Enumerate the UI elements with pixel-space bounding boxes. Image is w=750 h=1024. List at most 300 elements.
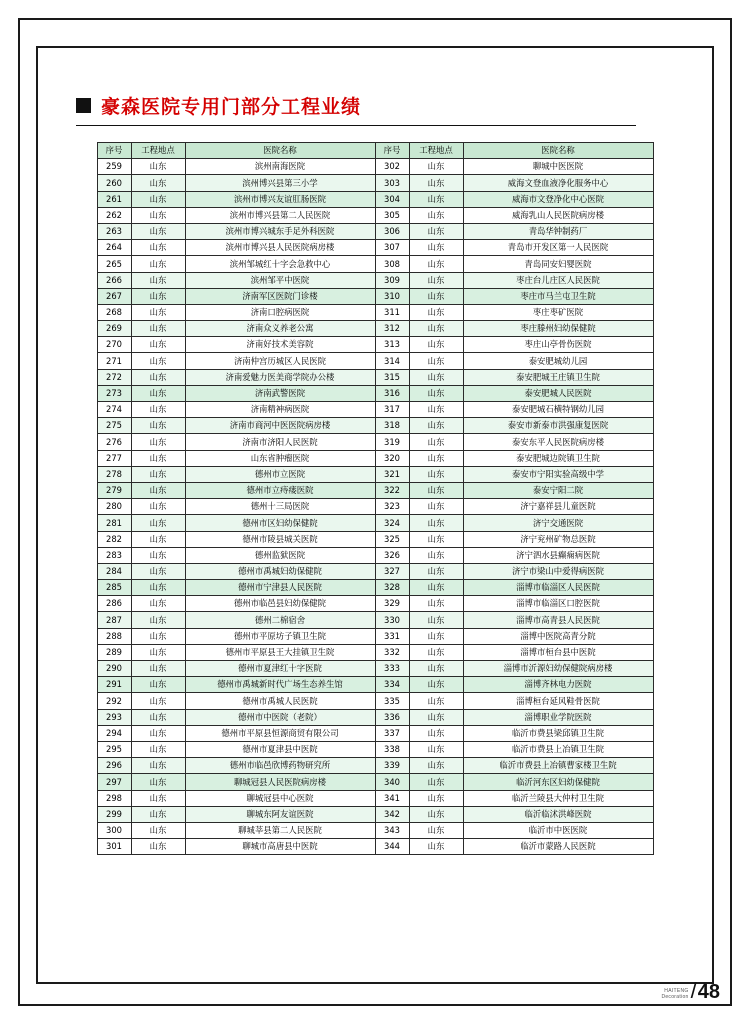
- cell-name-left: 山东省肿瘤医院: [185, 450, 375, 466]
- cell-name-right: 泰安肥城人民医院: [463, 385, 653, 401]
- cell-name-right: 泰安市宁阳实验高级中学: [463, 466, 653, 482]
- cell-no-left: 288: [97, 628, 131, 644]
- cell-no-right: 334: [375, 677, 409, 693]
- cell-location-right: 山东: [409, 839, 463, 855]
- cell-name-right: 青岛华钟制药厂: [463, 223, 653, 239]
- cell-no-left: 267: [97, 288, 131, 304]
- cell-name-left: 滨州邹平中医院: [185, 272, 375, 288]
- cell-no-left: 271: [97, 353, 131, 369]
- cell-location-right: 山东: [409, 240, 463, 256]
- cell-location-left: 山东: [131, 418, 185, 434]
- cell-no-right: 343: [375, 822, 409, 838]
- cell-no-right: 316: [375, 385, 409, 401]
- cell-name-left: 德州市临邑欣博药物研究所: [185, 758, 375, 774]
- cell-name-right: 淄博职业学院医院: [463, 709, 653, 725]
- cell-location-right: 山东: [409, 644, 463, 660]
- cell-name-left: 滨州市博兴友谊肛肠医院: [185, 191, 375, 207]
- cell-no-left: 300: [97, 822, 131, 838]
- cell-name-left: 滨州南海医院: [185, 159, 375, 175]
- cell-no-left: 285: [97, 580, 131, 596]
- cell-name-right: 淄博市桓台县中医院: [463, 644, 653, 660]
- brand-line-1: HAITENG: [664, 988, 689, 994]
- cell-name-left: 德州十三局医院: [185, 499, 375, 515]
- page-number-slash: /: [690, 978, 697, 1003]
- cell-no-left: 276: [97, 434, 131, 450]
- cell-no-left: 275: [97, 418, 131, 434]
- table-row: [97, 806, 653, 822]
- cell-no-right: 320: [375, 450, 409, 466]
- cell-no-left: 284: [97, 563, 131, 579]
- cell-no-left: 283: [97, 547, 131, 563]
- cell-no-left: 279: [97, 482, 131, 498]
- cell-location-right: 山东: [409, 434, 463, 450]
- cell-location-right: 山东: [409, 385, 463, 401]
- cell-no-right: 344: [375, 839, 409, 855]
- cell-no-right: 314: [375, 353, 409, 369]
- cell-name-left: 德州市禹城妇幼保健院: [185, 563, 375, 579]
- cell-name-left: 滨州博兴县第三小学: [185, 175, 375, 191]
- cell-no-right: 304: [375, 191, 409, 207]
- cell-location-right: 山东: [409, 790, 463, 806]
- cell-name-left: 济南仲宫历城区人民医院: [185, 353, 375, 369]
- table-row: [97, 612, 653, 628]
- cell-location-right: 山东: [409, 563, 463, 579]
- cell-name-left: 聊城冠县人民医院病房楼: [185, 774, 375, 790]
- cell-no-left: 273: [97, 385, 131, 401]
- cell-location-left: 山东: [131, 661, 185, 677]
- cell-no-right: 335: [375, 693, 409, 709]
- cell-location-right: 山东: [409, 207, 463, 223]
- cell-name-right: 淄博齐林电力医院: [463, 677, 653, 693]
- cell-location-left: 山东: [131, 369, 185, 385]
- table-row: [97, 580, 653, 596]
- cell-name-left: 聊城冠县中心医院: [185, 790, 375, 806]
- cell-name-left: 德州市宁津县人民医院: [185, 580, 375, 596]
- cell-location-right: 山东: [409, 402, 463, 418]
- cell-no-left: 291: [97, 677, 131, 693]
- cell-no-left: 270: [97, 337, 131, 353]
- cell-name-left: 德州市立痔瘘医院: [185, 482, 375, 498]
- cell-no-left: 301: [97, 839, 131, 855]
- table-row: [97, 596, 653, 612]
- cell-location-left: 山东: [131, 839, 185, 855]
- cell-no-right: 317: [375, 402, 409, 418]
- cell-location-right: 山东: [409, 369, 463, 385]
- cell-location-right: 山东: [409, 466, 463, 482]
- cell-location-right: 山东: [409, 725, 463, 741]
- cell-name-left: 德州市平原县王大挂镇卫生院: [185, 644, 375, 660]
- cell-no-left: 280: [97, 499, 131, 515]
- cell-location-right: 山东: [409, 499, 463, 515]
- cell-no-right: 303: [375, 175, 409, 191]
- cell-no-right: 331: [375, 628, 409, 644]
- brand-line-2: Decoration: [661, 994, 689, 1000]
- cell-location-right: 山东: [409, 693, 463, 709]
- table-row: [97, 822, 653, 838]
- cell-no-right: 322: [375, 482, 409, 498]
- cell-name-right: 淄博市临淄区口腔医院: [463, 596, 653, 612]
- cell-name-right: 临沂兰陵县大仲村卫生院: [463, 790, 653, 806]
- cell-location-left: 山东: [131, 612, 185, 628]
- cell-no-right: 318: [375, 418, 409, 434]
- cell-name-left: 德州市夏津县中医院: [185, 741, 375, 757]
- cell-location-right: 山东: [409, 661, 463, 677]
- cell-no-left: 281: [97, 515, 131, 531]
- table-row: [97, 385, 653, 401]
- cell-location-left: 山东: [131, 223, 185, 239]
- table-body: [97, 159, 653, 855]
- cell-name-left: 德州市禹城新时代广场生态养生馆: [185, 677, 375, 693]
- cell-no-right: 329: [375, 596, 409, 612]
- cell-location-right: 山东: [409, 159, 463, 175]
- cell-name-right: 枣庄市马兰屯卫生院: [463, 288, 653, 304]
- table-row: [97, 563, 653, 579]
- brand-mark: [661, 988, 688, 1000]
- cell-no-left: 292: [97, 693, 131, 709]
- table-row: [97, 175, 653, 191]
- cell-no-right: 342: [375, 806, 409, 822]
- cell-location-left: 山东: [131, 822, 185, 838]
- page-title: [76, 92, 702, 119]
- cell-location-left: 山东: [131, 531, 185, 547]
- cell-location-right: 山东: [409, 822, 463, 838]
- cell-name-right: 济宁嘉祥县儿童医院: [463, 499, 653, 515]
- cell-no-right: 302: [375, 159, 409, 175]
- table-row: [97, 547, 653, 563]
- cell-no-right: 339: [375, 758, 409, 774]
- cell-name-left: 聊城莘县第二人民医院: [185, 822, 375, 838]
- cell-location-left: 山东: [131, 434, 185, 450]
- cell-name-right: 淄博市沂源妇幼保健院病房楼: [463, 661, 653, 677]
- table-row: [97, 450, 653, 466]
- cell-name-left: 德州监狱医院: [185, 547, 375, 563]
- cell-location-left: 山东: [131, 402, 185, 418]
- cell-name-right: 威海市文登净化中心医院: [463, 191, 653, 207]
- cell-location-left: 山东: [131, 563, 185, 579]
- cell-location-right: 山东: [409, 596, 463, 612]
- cell-location-right: 山东: [409, 175, 463, 191]
- cell-name-right: 泰安肥城石横特钢幼儿园: [463, 402, 653, 418]
- cell-no-right: 338: [375, 741, 409, 757]
- cell-location-left: 山东: [131, 191, 185, 207]
- cell-name-right: 威海文登血液净化服务中心: [463, 175, 653, 191]
- cell-location-right: 山东: [409, 774, 463, 790]
- cell-no-right: 306: [375, 223, 409, 239]
- cell-no-right: 321: [375, 466, 409, 482]
- cell-no-left: 261: [97, 191, 131, 207]
- cell-location-left: 山东: [131, 677, 185, 693]
- cell-no-right: 328: [375, 580, 409, 596]
- table-row: [97, 677, 653, 693]
- cell-no-left: 274: [97, 402, 131, 418]
- cell-name-right: 聊城中医医院: [463, 159, 653, 175]
- cell-location-left: 山东: [131, 774, 185, 790]
- cell-location-right: 山东: [409, 628, 463, 644]
- cell-name-right: 淄博市临淄区人民医院: [463, 580, 653, 596]
- cell-name-right: 青岛市开发区第一人民医院: [463, 240, 653, 256]
- cell-location-left: 山东: [131, 256, 185, 272]
- cell-name-right: 济宁市梁山中爱得病医院: [463, 563, 653, 579]
- cell-no-right: 312: [375, 321, 409, 337]
- cell-no-right: 307: [375, 240, 409, 256]
- cell-location-left: 山东: [131, 337, 185, 353]
- cell-location-right: 山东: [409, 806, 463, 822]
- cell-location-right: 山东: [409, 515, 463, 531]
- cell-location-right: 山东: [409, 288, 463, 304]
- table-row: [97, 288, 653, 304]
- cell-no-left: 295: [97, 741, 131, 757]
- table-row: [97, 515, 653, 531]
- table-row: [97, 223, 653, 239]
- cell-name-left: 德州市立医院: [185, 466, 375, 482]
- cell-location-left: 山东: [131, 272, 185, 288]
- cell-name-left: 德州市禹城人民医院: [185, 693, 375, 709]
- cell-name-left: 德州市夏津红十字医院: [185, 661, 375, 677]
- table-row: [97, 321, 653, 337]
- cell-name-left: 滨州邹城红十字会急救中心: [185, 256, 375, 272]
- cell-name-right: 泰安宁阳二院: [463, 482, 653, 498]
- table-row: [97, 240, 653, 256]
- cell-no-left: 263: [97, 223, 131, 239]
- cell-no-left: 297: [97, 774, 131, 790]
- cell-name-left: 滨州市博兴县人民医院病房楼: [185, 240, 375, 256]
- cell-name-right: 枣庄滕州妇幼保健院: [463, 321, 653, 337]
- cell-location-right: 山东: [409, 272, 463, 288]
- table-row: [97, 628, 653, 644]
- cell-location-left: 山东: [131, 741, 185, 757]
- cell-location-right: 山东: [409, 191, 463, 207]
- cell-no-right: 323: [375, 499, 409, 515]
- cell-location-left: 山东: [131, 304, 185, 320]
- page-number-value: 48: [697, 981, 720, 1003]
- cell-name-left: 济南好技术美容院: [185, 337, 375, 353]
- cell-name-left: 济南军区医院门诊楼: [185, 288, 375, 304]
- table-row: [97, 353, 653, 369]
- table-row: [97, 693, 653, 709]
- cell-name-left: 济南精神病医院: [185, 402, 375, 418]
- cell-no-left: 293: [97, 709, 131, 725]
- table-row: [97, 839, 653, 855]
- cell-name-left: 德州市临邑县妇幼保健院: [185, 596, 375, 612]
- cell-name-right: 临沂市费县梁邱镇卫生院: [463, 725, 653, 741]
- cell-location-left: 山东: [131, 385, 185, 401]
- header-name-right: 医院名称: [463, 143, 653, 159]
- cell-no-right: 311: [375, 304, 409, 320]
- cell-name-right: 枣庄台儿庄区人民医院: [463, 272, 653, 288]
- cell-location-right: 山东: [409, 709, 463, 725]
- page-title-text: 豪森医院专用门部分工程业绩: [101, 96, 362, 118]
- cell-location-right: 山东: [409, 337, 463, 353]
- cell-name-right: 济宁兖州矿物总医院: [463, 531, 653, 547]
- table-row: [97, 402, 653, 418]
- table-row: [97, 466, 653, 482]
- cell-name-left: 滨州市博兴县第二人民医院: [185, 207, 375, 223]
- cell-location-left: 山东: [131, 758, 185, 774]
- cell-location-right: 山东: [409, 321, 463, 337]
- cell-name-right: 淄博桓台延风鞋骨医院: [463, 693, 653, 709]
- table-row: [97, 482, 653, 498]
- table-row: [97, 434, 653, 450]
- cell-location-left: 山东: [131, 547, 185, 563]
- cell-no-left: 265: [97, 256, 131, 272]
- cell-no-left: 269: [97, 321, 131, 337]
- cell-location-left: 山东: [131, 288, 185, 304]
- cell-location-left: 山东: [131, 175, 185, 191]
- cell-name-right: 济宁泗水县癫痫病医院: [463, 547, 653, 563]
- header-location-left: 工程地点: [131, 143, 185, 159]
- cell-location-left: 山东: [131, 709, 185, 725]
- cell-name-right: 泰安肥城边院镇卫生院: [463, 450, 653, 466]
- cell-name-right: 淄博市高青县人民医院: [463, 612, 653, 628]
- header-name-left: 医院名称: [185, 143, 375, 159]
- cell-name-left: 济南众义养老公寓: [185, 321, 375, 337]
- cell-name-left: 聊城东阿友谊医院: [185, 806, 375, 822]
- header-location-right: 工程地点: [409, 143, 463, 159]
- table-row: [97, 790, 653, 806]
- cell-name-left: 德州市平原县恒源商贸有限公司: [185, 725, 375, 741]
- cell-no-right: 310: [375, 288, 409, 304]
- bullet-square-icon: [76, 98, 91, 113]
- cell-no-left: 260: [97, 175, 131, 191]
- cell-no-left: 277: [97, 450, 131, 466]
- cell-no-left: 296: [97, 758, 131, 774]
- cell-name-right: 临沂河东区妇幼保健院: [463, 774, 653, 790]
- cell-name-right: 临沂市费县上冶镇卫生院: [463, 741, 653, 757]
- cell-location-left: 山东: [131, 482, 185, 498]
- cell-no-left: 262: [97, 207, 131, 223]
- cell-name-right: 枣庄山亭骨伤医院: [463, 337, 653, 353]
- cell-no-left: 287: [97, 612, 131, 628]
- table-row: [97, 418, 653, 434]
- cell-location-right: 山东: [409, 531, 463, 547]
- cell-name-right: 临沂临沭洪峰医院: [463, 806, 653, 822]
- cell-no-right: 308: [375, 256, 409, 272]
- cell-location-left: 山东: [131, 580, 185, 596]
- cell-location-left: 山东: [131, 596, 185, 612]
- table-row: [97, 644, 653, 660]
- table-header-row: [97, 143, 653, 159]
- table-row: [97, 741, 653, 757]
- cell-name-left: 德州市平原坊子镇卫生院: [185, 628, 375, 644]
- table-row: [97, 499, 653, 515]
- cell-no-right: 340: [375, 774, 409, 790]
- cell-no-right: 326: [375, 547, 409, 563]
- cell-name-left: 济南市济阳人民医院: [185, 434, 375, 450]
- cell-location-right: 山东: [409, 482, 463, 498]
- cell-location-left: 山东: [131, 790, 185, 806]
- performance-table: [97, 142, 654, 855]
- table-row: [97, 709, 653, 725]
- cell-name-left: 济南爱魅力医美商学院办公楼: [185, 369, 375, 385]
- cell-location-right: 山东: [409, 256, 463, 272]
- title-underline: [76, 125, 636, 126]
- cell-no-right: 337: [375, 725, 409, 741]
- cell-no-left: 286: [97, 596, 131, 612]
- cell-location-left: 山东: [131, 693, 185, 709]
- cell-name-right: 泰安肥城幼儿园: [463, 353, 653, 369]
- cell-location-right: 山东: [409, 547, 463, 563]
- page-content: [48, 62, 702, 972]
- cell-no-right: 324: [375, 515, 409, 531]
- table-row: [97, 774, 653, 790]
- table-row: [97, 207, 653, 223]
- cell-location-left: 山东: [131, 159, 185, 175]
- table-row: [97, 758, 653, 774]
- cell-name-left: 济南市商河中医医院病房楼: [185, 418, 375, 434]
- cell-name-left: 济南口腔病医院: [185, 304, 375, 320]
- cell-name-right: 济宁交通医院: [463, 515, 653, 531]
- cell-no-right: 327: [375, 563, 409, 579]
- cell-name-left: 德州市中医院（老院）: [185, 709, 375, 725]
- cell-no-left: 294: [97, 725, 131, 741]
- cell-no-left: 290: [97, 661, 131, 677]
- cell-location-left: 山东: [131, 466, 185, 482]
- cell-name-left: 德州市区妇幼保健院: [185, 515, 375, 531]
- cell-no-left: 272: [97, 369, 131, 385]
- cell-no-left: 289: [97, 644, 131, 660]
- cell-location-right: 山东: [409, 677, 463, 693]
- cell-no-right: 319: [375, 434, 409, 450]
- cell-location-right: 山东: [409, 580, 463, 596]
- cell-location-left: 山东: [131, 725, 185, 741]
- table-row: [97, 661, 653, 677]
- cell-location-right: 山东: [409, 758, 463, 774]
- cell-location-left: 山东: [131, 450, 185, 466]
- cell-no-left: 268: [97, 304, 131, 320]
- cell-no-right: 330: [375, 612, 409, 628]
- cell-no-left: 259: [97, 159, 131, 175]
- cell-no-right: 315: [375, 369, 409, 385]
- cell-name-left: 德州市陵县城关医院: [185, 531, 375, 547]
- table-row: [97, 272, 653, 288]
- cell-no-left: 282: [97, 531, 131, 547]
- cell-name-right: 泰安肥城王庄镇卫生院: [463, 369, 653, 385]
- cell-location-right: 山东: [409, 418, 463, 434]
- page-number-block: [661, 980, 720, 1002]
- cell-location-right: 山东: [409, 353, 463, 369]
- cell-name-left: 德州二棉宿舍: [185, 612, 375, 628]
- table-row: [97, 337, 653, 353]
- cell-name-right: 青岛同安妇婴医院: [463, 256, 653, 272]
- cell-name-right: 临沂市中医医院: [463, 822, 653, 838]
- cell-name-left: 济南武警医院: [185, 385, 375, 401]
- cell-name-right: 枣庄枣矿医院: [463, 304, 653, 320]
- cell-location-right: 山东: [409, 304, 463, 320]
- cell-no-left: 299: [97, 806, 131, 822]
- cell-location-right: 山东: [409, 450, 463, 466]
- cell-name-right: 淄博中医院高青分院: [463, 628, 653, 644]
- cell-no-right: 336: [375, 709, 409, 725]
- table-row: [97, 159, 653, 175]
- cell-location-left: 山东: [131, 353, 185, 369]
- cell-no-left: 264: [97, 240, 131, 256]
- cell-location-left: 山东: [131, 207, 185, 223]
- table-row: [97, 369, 653, 385]
- header-no-left: 序号: [97, 143, 131, 159]
- table-row: [97, 304, 653, 320]
- cell-no-right: 333: [375, 661, 409, 677]
- cell-location-left: 山东: [131, 806, 185, 822]
- cell-name-right: 威海乳山人民医院病房楼: [463, 207, 653, 223]
- cell-no-left: 266: [97, 272, 131, 288]
- table-row: [97, 256, 653, 272]
- cell-name-right: 泰安市新泰市洪强康复医院: [463, 418, 653, 434]
- table-row: [97, 725, 653, 741]
- cell-no-right: 313: [375, 337, 409, 353]
- cell-no-right: 309: [375, 272, 409, 288]
- cell-location-left: 山东: [131, 240, 185, 256]
- cell-no-left: 298: [97, 790, 131, 806]
